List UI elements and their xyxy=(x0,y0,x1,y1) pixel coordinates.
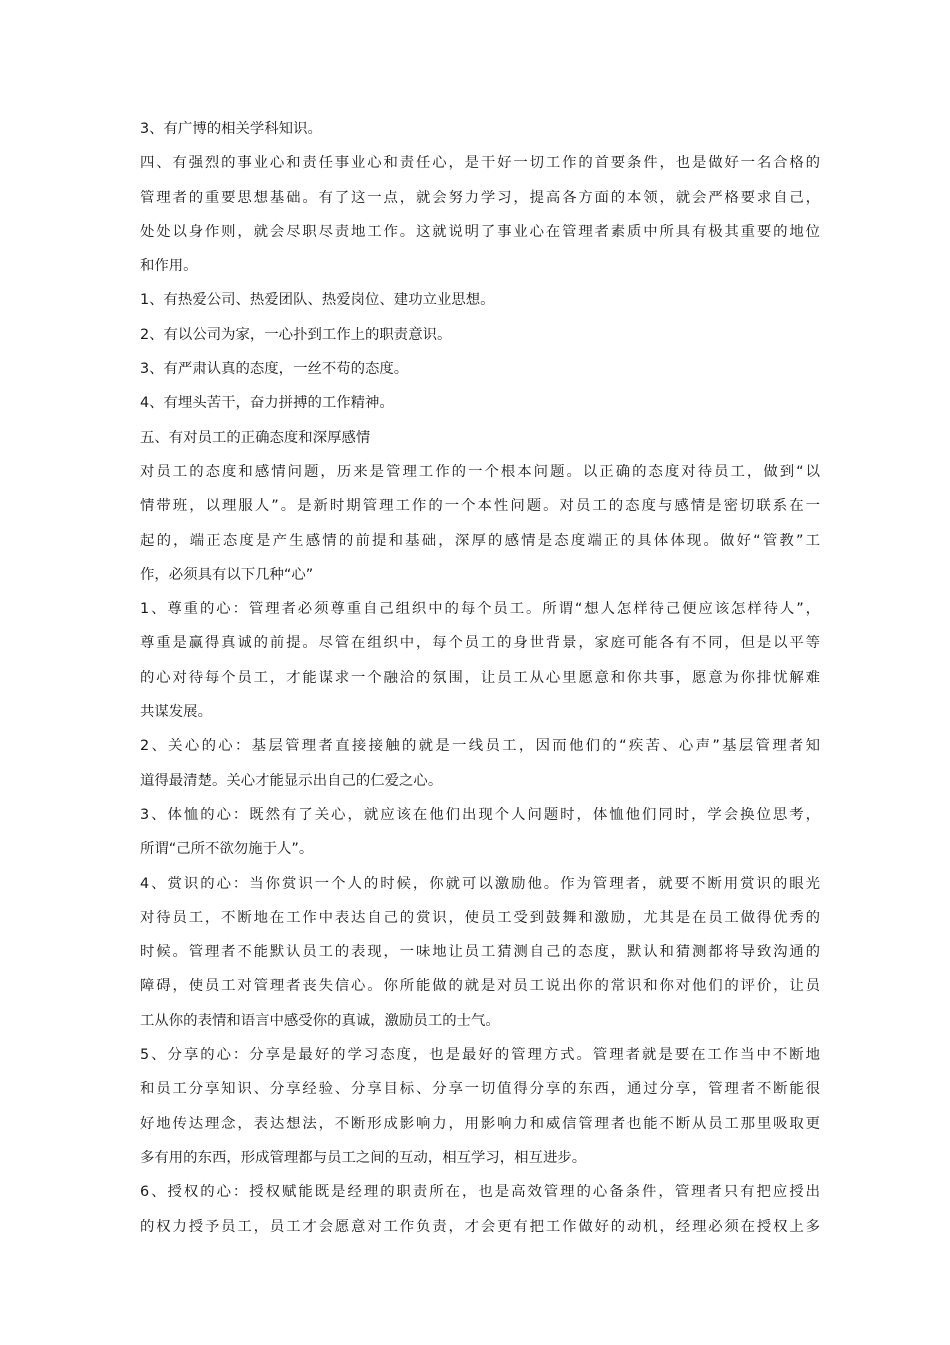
text-line: 四、有强烈的事业心和责任事业心和责任心，是干好一切工作的首要条件，也是做好一名合格的 xyxy=(140,155,820,172)
text-line: 道得最清楚。关心才能显示出自己的仁爱之心。 xyxy=(140,772,443,789)
text-line: 尊重是赢得真诚的前提。尽管在组织中，每个员工的身世背景，家庭可能各有不同，但是以平等 xyxy=(140,635,820,652)
text-line: 4、有埋头苦干，奋力拼搏的工作精神。 xyxy=(140,395,394,412)
text-line: 共谋发展。 xyxy=(140,704,212,721)
text-line: 多有用的东西，形成管理都与员工之间的互动，相互学习，相互进步。 xyxy=(140,1149,587,1166)
text-line: 3、有严肃认真的态度，一丝不苟的态度。 xyxy=(140,361,409,378)
text-line: 作，必须具有以下几种“心” xyxy=(140,566,314,583)
text-line: 5、分享的心：分享是最好的学习态度，也是最好的管理方式。管理者就是要在工作当中不断地 xyxy=(140,1047,820,1064)
text-line: 好地传达理念，表达想法，不断形成影响力，用影响力和威信管理者也能不断从员工那里吸取更 xyxy=(140,1115,820,1132)
text-line: 五、有对员工的正确态度和深厚感情 xyxy=(140,429,371,446)
text-line: 6、授权的心：授权赋能既是经理的职责所在，也是高效管理的心备条件，管理者只有把应授出 xyxy=(140,1184,820,1201)
text-line: 2、有以公司为家，一心扑到工作上的职责意识。 xyxy=(140,326,452,343)
text-line: 1、尊重的心：管理者必须尊重自己组织中的每个员工。所谓“想人怎样待己便应该怎样待人”， xyxy=(140,601,820,618)
text-line: 4、赏识的心：当你赏识一个人的时候，你就可以激励他。作为管理者，就要不断用赏识的眼光 xyxy=(140,875,820,892)
text-line: 1、有热爱公司、热爱团队、热爱岗位、建功立业思想。 xyxy=(140,292,495,309)
text-line: 3、有广博的相关学科知识。 xyxy=(140,121,322,137)
text-line: 对员工的态度和感情问题，历来是管理工作的一个根本问题。以正确的态度对待员工，做到“以 xyxy=(140,463,820,480)
text-line: 和员工分享知识、分享经验、分享目标、分享一切值得分享的东西，通过分享，管理者不断能很 xyxy=(140,1081,820,1098)
text-line: 起的，端正态度是产生感情的前提和基础，深厚的感情是态度端正的具体体现。做好“管教”工 xyxy=(140,532,820,549)
text-line: 工从你的表情和语言中感受你的真诚，激励员工的士气。 xyxy=(140,1012,500,1029)
text-line: 所谓“己所不欲勿施于人”。 xyxy=(140,841,314,858)
text-line: 情带班，以理服人”。是新时期管理工作的一个本性问题。对员工的态度与感情是密切联系在一 xyxy=(140,498,820,515)
text-line: 的心对待每个员工，才能谋求一个融洽的氛围，让员工从心里愿意和你共事，愿意为你排忧解难 xyxy=(140,669,820,686)
text-line: 障碍，使员工对管理者丧失信心。你所能做的就是对员工说出你的常识和你对他们的评价，让员 xyxy=(140,978,820,995)
text-line: 时候。管理者不能默认员工的表现，一味地让员工猜测自己的态度，默认和猜测都将导致沟通的 xyxy=(140,944,820,961)
text-line: 的权力授予员工，员工才会愿意对工作负责，才会更有把工作做好的动机，经理必须在授权上多 xyxy=(140,1218,820,1235)
text-line: 2、关心的心：基层管理者直接接触的就是一线员工，因而他们的“疾苦、心声”基层管理者知 xyxy=(140,738,820,755)
text-line: 3、体恤的心：既然有了关心，就应该在他们出现个人问题时，体恤他们同时，学会换位思考， xyxy=(140,806,820,823)
text-line: 管理者的重要思想基础。有了这一点，就会努力学习，提高各方面的本领，就会严格要求自己， xyxy=(140,189,820,206)
text-line: 对待员工，不断地在工作中表达自己的赏识，使员工受到鼓舞和激励，尤其是在员工做得优秀的 xyxy=(140,909,820,926)
text-line: 处处以身作则，就会尽职尽责地工作。这就说明了事业心在管理者素质中所具有极其重要的地位 xyxy=(140,223,820,240)
text-line: 和作用。 xyxy=(140,258,198,275)
document-body xyxy=(140,112,820,1244)
